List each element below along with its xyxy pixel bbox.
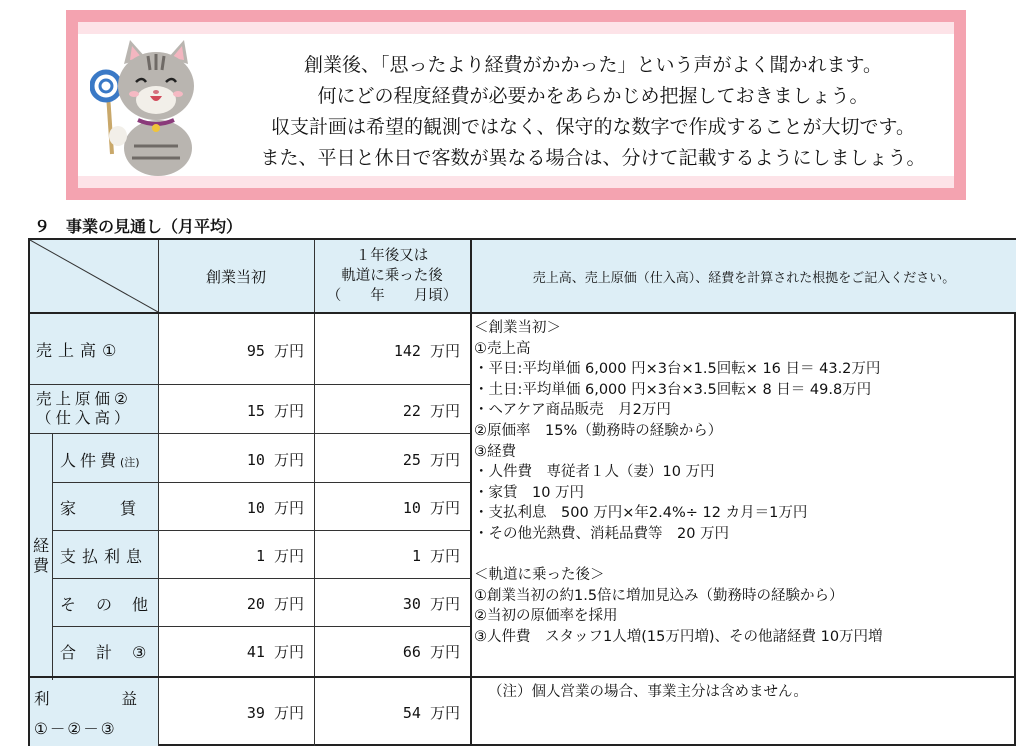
grid-line	[52, 578, 470, 579]
grid-line	[52, 433, 53, 680]
basis-note-line: ②原価率 15%（勤務時の経験から）	[474, 422, 723, 439]
grid-line	[30, 676, 1016, 678]
tip-line-1: 創業後、「思ったより経費がかかった」という声がよく聞かれます。	[304, 54, 882, 76]
basis-note-line: ③人件費 スタッフ1人増(15万円増)、その他諸経費 10万円増	[474, 628, 883, 645]
basis-note-line: ＜軌道に乗った後＞	[474, 567, 605, 584]
value-profit-initial: 39 万円	[246, 704, 304, 722]
basis-note-line: ・人件費 専従者１人（妻）10 万円	[474, 464, 715, 481]
tip-line-2: 何にどの程度経費が必要かをあらかじめ把握しておきましょう。	[317, 85, 869, 107]
basis-note-line: ①売上高	[474, 340, 531, 357]
value-profit-after: 54 万円	[402, 704, 460, 722]
grid-line	[30, 384, 470, 385]
grid-line	[158, 240, 159, 746]
value-total-after: 66 万円	[402, 643, 460, 661]
basis-note-line: ・家賃 10 万円	[474, 484, 585, 501]
row-label-profit-line1: 利 益	[34, 690, 140, 708]
basis-note-line: ・ヘアケア商品販売 月2万円	[474, 402, 671, 419]
row-label-rent: 家 賃	[60, 499, 141, 518]
basis-note-line: ・平日:平均単価 6,000 円×3台×1.5回転× 16 日＝ 43.2万円	[474, 361, 881, 378]
row-label-personnel-text: 人件費	[60, 451, 121, 470]
value-total-initial: 41 万円	[246, 643, 304, 661]
header-initial: 創業当初	[205, 268, 266, 286]
tip-banner	[66, 10, 966, 200]
header-after	[314, 246, 470, 306]
basis-note-line: ③経費	[474, 443, 516, 460]
row-label-profit-line2: ①－②－③	[34, 720, 117, 738]
basis-notes	[474, 318, 1016, 648]
banner-stripe-bottom	[78, 176, 954, 188]
group-label-expenses: 経費	[32, 536, 49, 575]
basis-note-line: ・土日:平均単価 6,000 円×3台×3.5回転× 8 日＝ 49.8万円	[474, 381, 872, 398]
value-cogs-after: 22 万円	[402, 402, 460, 420]
header-diagonal	[30, 240, 158, 312]
value-rent-after: 10 万円	[402, 499, 460, 517]
header-after-line2: 軌道に乗った後	[341, 268, 443, 284]
tip-line-3: 収支計画は希望的観測ではなく、保守的な数字で作成することが大切です。	[270, 116, 916, 138]
basis-note-line: ＜創業当初＞	[474, 320, 561, 336]
grid-line	[52, 482, 470, 483]
value-personnel-initial: 10 万円	[246, 451, 304, 469]
row-label-cogs-line2: （仕入高）	[36, 409, 134, 427]
basis-note-line	[474, 545, 1016, 566]
footnote: （注）個人営業の場合、事業主分は含めません。	[488, 684, 808, 700]
row-label-personnel-note: (注)	[120, 456, 140, 469]
row-label-sales: 売上高①	[36, 341, 123, 360]
tip-message	[218, 50, 954, 174]
basis-note-line: ①創業当初の約1.5倍に増加見込み（勤務時の経験から）	[474, 587, 844, 604]
value-other-after: 30 万円	[402, 595, 460, 613]
banner-stripe-top	[78, 22, 954, 34]
value-personnel-after: 25 万円	[402, 451, 460, 469]
header-basis: 売上高、売上原価（仕入高）、経費を計算された根拠をご記入ください。	[532, 271, 956, 286]
basis-note-line: ②当初の原価率を採用	[474, 608, 618, 625]
value-interest-after: 1 万円	[411, 547, 460, 565]
business-outlook-table	[28, 238, 1016, 746]
row-label-cogs	[36, 390, 134, 428]
cat-mascot-icon	[90, 36, 210, 176]
value-cogs-initial: 15 万円	[246, 402, 304, 420]
row-label-interest: 支払利息	[60, 547, 149, 566]
header-after-line1: １年後又は	[355, 248, 429, 264]
row-label-total: 合 計 ③	[60, 643, 149, 662]
grid-line	[30, 433, 470, 434]
grid-line	[470, 240, 472, 746]
value-sales-initial: 95 万円	[246, 342, 304, 360]
value-sales-after: 142 万円	[393, 342, 460, 360]
grid-line	[314, 240, 315, 746]
row-label-cogs-line1: 売上原価②	[36, 390, 132, 408]
grid-line	[52, 530, 470, 531]
tip-banner-body	[78, 22, 954, 188]
value-other-initial: 20 万円	[246, 595, 304, 613]
basis-note-line: ・その他光熱費、消耗品費等 20 万円	[474, 525, 730, 542]
value-rent-initial: 10 万円	[246, 499, 304, 517]
grid-line	[30, 312, 1016, 314]
grid-line	[52, 626, 470, 627]
value-interest-initial: 1 万円	[255, 547, 304, 565]
basis-note-line: ・支払利息 500 万円×年2.4%÷ 12 カ月＝1万円	[474, 505, 808, 522]
header-after-line3: （ 年 月頃）	[326, 288, 458, 304]
row-label-other: そ の 他	[60, 595, 151, 614]
row-label-profit	[34, 684, 139, 744]
row-label-personnel	[60, 448, 140, 471]
section-title: ９ 事業の見通し（月平均）	[34, 217, 243, 236]
tip-line-4: また、平日と休日で客数が異なる場合は、分けて記載するようにしましょう。	[260, 147, 926, 169]
